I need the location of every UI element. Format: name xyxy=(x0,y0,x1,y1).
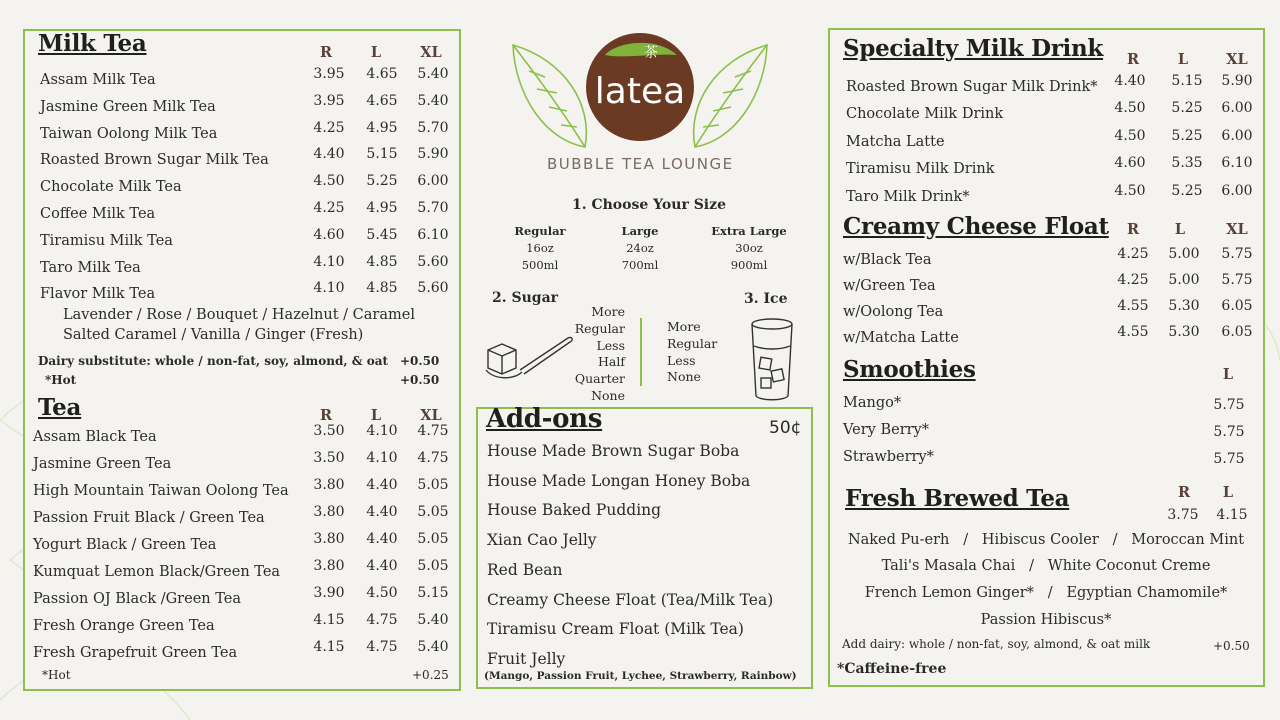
cheese-item-price: 4.25 xyxy=(1117,246,1149,262)
milk-tea-hot-note: *Hot xyxy=(45,373,77,387)
milk_tea-item-name: Roasted Brown Sugar Milk Tea xyxy=(40,152,269,169)
milk_tea-item-price: 3.95 xyxy=(313,66,345,82)
cheese-item-name: w/Black Tea xyxy=(843,252,932,268)
addon-item: Tiramisu Cream Float (Milk Tea) xyxy=(487,620,744,639)
smoothie-item-price: 5.75 xyxy=(1213,451,1245,467)
milk_tea-item-price: 4.95 xyxy=(366,200,398,216)
tea-item-name: Passion OJ Black /Green Tea xyxy=(33,591,241,607)
specialty-item-price: 6.00 xyxy=(1221,182,1253,199)
tea-item-price: 3.80 xyxy=(313,531,345,547)
tea-item-price: 4.40 xyxy=(366,531,398,547)
ice-title: 3. Ice xyxy=(744,291,788,307)
cheese-item-price: 5.75 xyxy=(1221,272,1253,288)
tea-item-price: 4.40 xyxy=(366,504,398,520)
cheese-item-price: 4.55 xyxy=(1117,298,1149,314)
tea-item-price: 4.75 xyxy=(417,450,449,466)
milk_tea-item-name: Assam Milk Tea xyxy=(40,72,156,88)
specialty-heading: Specialty Milk Drink xyxy=(843,35,1104,62)
ice-glass-icon xyxy=(748,316,796,402)
tea-item-name: Passion Fruit Black / Green Tea xyxy=(33,510,265,526)
tea-item-price: 4.50 xyxy=(366,585,398,601)
tea-item-price: 4.15 xyxy=(313,612,345,628)
specialty-item-price: 6.10 xyxy=(1221,155,1253,172)
milk_tea-col-0: R xyxy=(319,44,333,61)
smoothie-item-name: Mango* xyxy=(843,395,902,411)
milk_tea-item-name: Taiwan Oolong Milk Tea xyxy=(40,125,218,142)
latea-logo xyxy=(505,25,775,155)
tea-item-price: 4.75 xyxy=(366,639,398,655)
tea-item-price: 5.05 xyxy=(417,558,449,574)
milk_tea-item-price: 3.95 xyxy=(313,92,345,109)
tea-item-price: 4.10 xyxy=(366,450,398,466)
cheese-col-2: XL xyxy=(1226,221,1248,238)
cheese-item-price: 5.30 xyxy=(1168,324,1200,340)
sugar-level: None xyxy=(591,388,625,403)
specialty-item-price: 4.50 xyxy=(1114,127,1146,144)
milk_tea-item-name: Tiramisu Milk Tea xyxy=(40,232,173,249)
addon-item: House Baked Pudding xyxy=(487,501,662,520)
ice-level: More xyxy=(667,319,701,334)
size-title: 1. Choose Your Size xyxy=(572,197,726,213)
sugar-level: Less xyxy=(596,337,625,353)
cheese-item-price: 5.30 xyxy=(1168,298,1200,314)
brewed-line3: French Lemon Ginger* / Egyptian Chamomile* xyxy=(864,585,1228,601)
tea-item-name: Fresh Orange Green Tea xyxy=(33,618,215,634)
fruit-jelly-note: (Mango, Passion Fruit, Lychee, Strawberry, Rainbow) xyxy=(484,670,797,682)
milk_tea-item-price: 4.40 xyxy=(313,146,345,163)
milk_tea-item-price: 4.95 xyxy=(366,119,398,136)
tea-item-price: 5.05 xyxy=(417,477,449,493)
milk_tea-item-price: 5.90 xyxy=(417,146,449,163)
tea-item-price: 3.90 xyxy=(313,585,345,601)
brewed-line1: Naked Pu-erh / Hibiscus Cooler / Moroccan Mint xyxy=(847,532,1245,548)
milk_tea-item-price: 6.00 xyxy=(417,173,449,190)
tea-item-price: 4.15 xyxy=(313,639,345,655)
tea-item-name: Fresh Grapefruit Green Tea xyxy=(33,645,238,661)
milk-tea-flavors-line1: Lavender / Rose / Bouquet / Hazelnut / Caramel xyxy=(63,307,415,323)
tea-item-name: Assam Black Tea xyxy=(33,429,157,445)
milk_tea-item-price: 5.45 xyxy=(366,226,398,243)
milk_tea-item-price: 4.85 xyxy=(366,280,398,297)
tea-item-price: 5.15 xyxy=(417,585,449,601)
caffeine-free-note: *Caffeine-free xyxy=(837,661,947,677)
specialty-item-price: 6.00 xyxy=(1221,127,1253,144)
tea-col-2: XL xyxy=(420,407,442,424)
tea-item-price: 5.05 xyxy=(417,531,449,547)
size-option-ml: 700ml xyxy=(621,258,659,272)
tea-item-price: 4.10 xyxy=(366,423,398,439)
tea-col-0: R xyxy=(319,407,333,424)
milk_tea-item-price: 4.65 xyxy=(366,66,398,82)
tea-item-price: 3.50 xyxy=(313,450,345,466)
addon-item: House Made Longan Honey Boba xyxy=(487,471,751,490)
dairy-substitute-price: +0.50 xyxy=(400,354,440,368)
milk_tea-item-price: 5.40 xyxy=(417,66,449,82)
sugar-level: Half xyxy=(598,354,625,370)
size-option-ml: 900ml xyxy=(730,258,768,272)
tea-heading: Tea xyxy=(38,394,82,421)
milk-tea-flavors-line2: Salted Caramel / Vanilla / Ginger (Fresh) xyxy=(63,327,364,343)
size-option-oz: 30oz xyxy=(735,241,763,255)
specialty-item-price: 5.90 xyxy=(1221,73,1253,89)
smoothies-col-l: L xyxy=(1222,366,1234,383)
specialty-item-price: 6.00 xyxy=(1221,100,1253,117)
specialty-item-price: 4.60 xyxy=(1114,155,1146,172)
specialty-item-price: 4.50 xyxy=(1114,182,1146,199)
sugar-level: Regular xyxy=(574,320,625,336)
smoothie-item-name: Very Berry* xyxy=(843,422,929,438)
milk_tea-item-price: 4.10 xyxy=(313,253,345,270)
tea-item-price: 3.80 xyxy=(313,477,345,493)
sugar-level: Quarter xyxy=(574,371,625,387)
milk_tea-item-price: 5.70 xyxy=(417,200,449,216)
sugar-ice-divider xyxy=(640,318,642,386)
specialty-item-price: 5.25 xyxy=(1171,127,1203,144)
cheese-col-1: L xyxy=(1174,221,1186,238)
brewed-line2: Tali's Masala Chai / White Coconut Creme xyxy=(881,558,1211,574)
size-option-label: Regular xyxy=(514,224,566,238)
cheese-item-name: w/Oolong Tea xyxy=(843,304,944,320)
milk-tea-hot-price: +0.50 xyxy=(400,373,440,387)
tea-col-1: L xyxy=(370,407,382,424)
tea-item-price: 3.80 xyxy=(313,504,345,520)
milk_tea-item-price: 4.50 xyxy=(313,173,345,190)
size-option-label: Large xyxy=(621,224,659,238)
specialty-item-name: Roasted Brown Sugar Milk Drink* xyxy=(846,79,1098,95)
size-option-oz: 24oz xyxy=(626,241,654,255)
addon-item: Creamy Cheese Float (Tea/Milk Tea) xyxy=(487,590,774,609)
milk_tea-item-price: 4.65 xyxy=(366,92,398,109)
milk_tea-item-price: 4.25 xyxy=(313,200,345,216)
milk_tea-item-name: Jasmine Green Milk Tea xyxy=(40,98,216,115)
specialty-item-price: 5.25 xyxy=(1171,100,1203,117)
specialty-item-name: Matcha Latte xyxy=(846,133,945,150)
tea-item-price: 3.80 xyxy=(313,558,345,574)
specialty-item-price: 5.15 xyxy=(1171,73,1203,89)
brewed-line4: Passion Hibiscus* xyxy=(980,612,1112,628)
cheese-item-name: w/Green Tea xyxy=(843,278,936,294)
milk_tea-item-price: 5.60 xyxy=(417,280,449,297)
tea-item-price: 5.05 xyxy=(417,504,449,520)
specialty-item-price: 5.35 xyxy=(1171,155,1203,172)
milk-tea-heading: Milk Tea xyxy=(38,30,147,57)
milk_tea-item-name: Taro Milk Tea xyxy=(40,259,141,276)
addon-item: House Made Brown Sugar Boba xyxy=(487,442,740,460)
ice-level: Regular xyxy=(667,335,718,351)
ice-level: None xyxy=(667,369,701,385)
tea-item-name: Yogurt Black / Green Tea xyxy=(33,537,217,553)
fresh-brewed-heading: Fresh Brewed Tea xyxy=(845,485,1070,512)
addons-heading: Add-ons xyxy=(486,404,603,434)
tea-hot-price: +0.25 xyxy=(412,668,449,682)
milk_tea-item-price: 5.25 xyxy=(366,173,398,190)
cheese-item-price: 6.05 xyxy=(1221,298,1253,314)
tea-item-name: High Mountain Taiwan Oolong Tea xyxy=(33,483,289,499)
tea-hot-note: *Hot xyxy=(42,668,71,682)
brewed-col-r: R xyxy=(1177,484,1191,501)
tea-item-price: 5.40 xyxy=(417,612,449,628)
specialty-item-price: 4.50 xyxy=(1114,100,1146,117)
specialty-col-1: L xyxy=(1177,51,1189,68)
milk_tea-item-price: 5.60 xyxy=(417,253,449,270)
tea-item-price: 4.75 xyxy=(417,423,449,439)
milk_tea-col-2: XL xyxy=(420,44,442,61)
cheese-item-price: 5.75 xyxy=(1221,246,1253,262)
addon-item: Red Bean xyxy=(487,560,563,579)
sugar-level: More xyxy=(591,304,625,319)
milk_tea-item-price: 4.25 xyxy=(313,119,345,136)
milk_tea-item-price: 5.70 xyxy=(417,119,449,136)
tea-item-name: Jasmine Green Tea xyxy=(33,456,172,472)
sugar-title: 2. Sugar xyxy=(492,290,559,306)
specialty-item-name: Tiramisu Milk Drink xyxy=(846,161,995,178)
milk_tea-item-price: 5.40 xyxy=(417,92,449,109)
smoothies-heading: Smoothies xyxy=(843,356,976,383)
milk_tea-item-price: 6.10 xyxy=(417,226,449,243)
tea-item-price: 5.40 xyxy=(417,639,449,655)
tea-item-price: 3.50 xyxy=(313,423,345,439)
milk_tea-item-name: Coffee Milk Tea xyxy=(40,206,156,222)
sugar-spoon-icon xyxy=(484,330,574,384)
addon-item: Fruit Jelly xyxy=(487,649,566,668)
milk_tea-col-1: L xyxy=(370,44,382,61)
size-option-label: Extra Large xyxy=(711,224,787,238)
dairy-substitute-note: Dairy substitute: whole / non-fat, soy, almond, & oat xyxy=(38,354,389,368)
logo-glyph: 茶 xyxy=(644,45,658,61)
brewed-dairy-price: +0.50 xyxy=(1213,639,1250,653)
milk_tea-item-price: 4.10 xyxy=(313,280,345,297)
size-option-oz: 16oz xyxy=(526,241,554,255)
logo-wordmark: latea xyxy=(594,71,686,112)
specialty-item-name: Chocolate Milk Drink xyxy=(846,106,1004,123)
tea-item-price: 4.40 xyxy=(366,558,398,574)
milk_tea-item-price: 5.15 xyxy=(366,146,398,163)
addons-price: 50¢ xyxy=(769,418,802,438)
milk_tea-item-price: 4.60 xyxy=(313,226,345,243)
addon-item: Xian Cao Jelly xyxy=(487,531,597,550)
specialty-item-name: Taro Milk Drink* xyxy=(846,188,970,205)
specialty-item-price: 5.25 xyxy=(1171,182,1203,199)
cheese-item-price: 6.05 xyxy=(1221,324,1253,340)
specialty-col-0: R xyxy=(1126,51,1140,68)
milk_tea-item-name: Chocolate Milk Tea xyxy=(40,179,182,196)
tea-item-name: Kumquat Lemon Black/Green Tea xyxy=(33,564,281,580)
cheese-item-price: 4.55 xyxy=(1117,324,1149,340)
smoothie-item-price: 5.75 xyxy=(1213,424,1245,440)
cheese-item-name: w/Matcha Latte xyxy=(843,330,959,346)
size-option-ml: 500ml xyxy=(521,258,559,272)
brand-tagline: BUBBLE TEA LOUNGE xyxy=(547,155,734,173)
cheese-col-0: R xyxy=(1126,221,1140,238)
brewed-col-l: L xyxy=(1222,484,1234,501)
specialty-col-2: XL xyxy=(1226,51,1248,68)
milk_tea-item-name: Flavor Milk Tea xyxy=(40,286,156,303)
tea-item-price: 4.75 xyxy=(366,612,398,628)
smoothie-item-name: Strawberry* xyxy=(843,449,934,465)
smoothie-item-price: 5.75 xyxy=(1213,397,1245,413)
cheese-float-heading: Creamy Cheese Float xyxy=(843,213,1109,240)
ice-level: Less xyxy=(667,352,696,368)
cheese-item-price: 5.00 xyxy=(1168,272,1200,288)
milk_tea-item-price: 4.85 xyxy=(366,253,398,270)
cheese-item-price: 4.25 xyxy=(1117,272,1149,288)
brewed-price-l: 4.15 xyxy=(1216,507,1248,523)
brewed-dairy-note: Add dairy: whole / non-fat, soy, almond, & oat milk xyxy=(842,637,1151,651)
cheese-item-price: 5.00 xyxy=(1168,246,1200,262)
brewed-price-r: 3.75 xyxy=(1167,507,1199,523)
tea-item-price: 4.40 xyxy=(366,477,398,493)
specialty-item-price: 4.40 xyxy=(1114,73,1146,89)
